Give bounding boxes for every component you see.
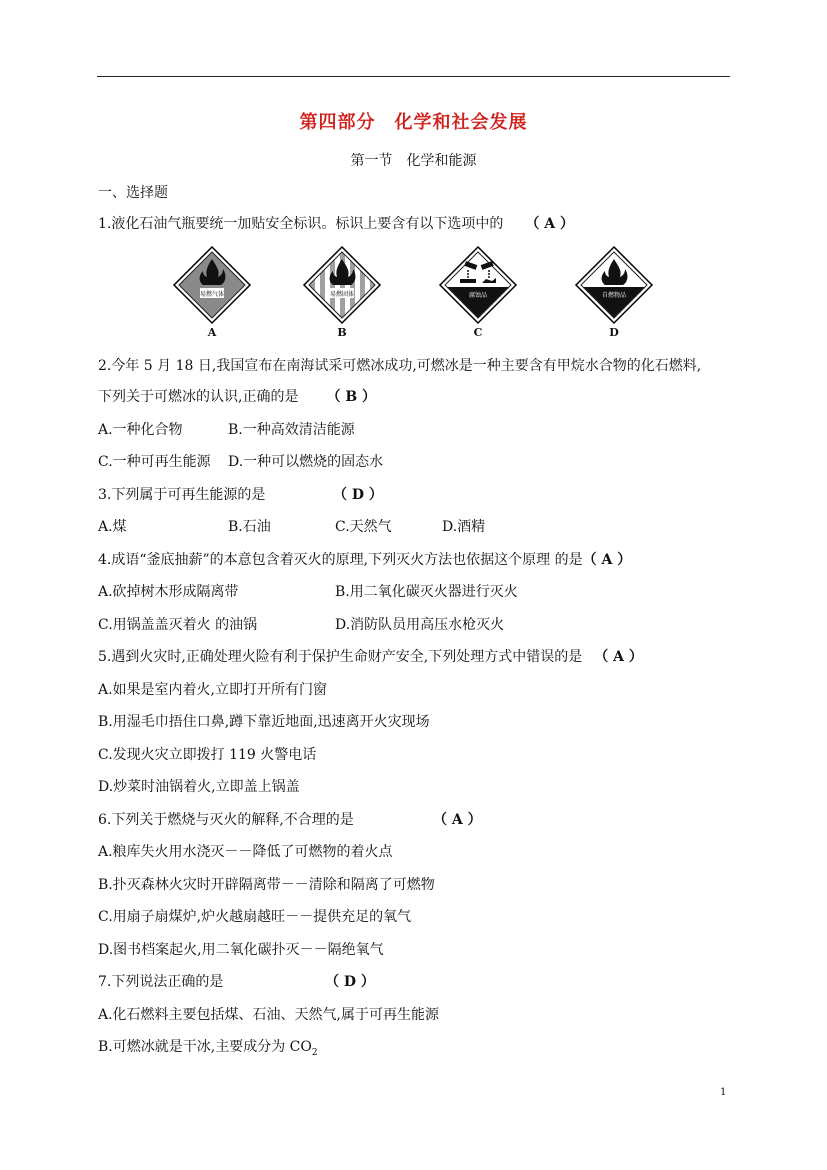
question-5-option-a: A.如果是室内着火,立即打开所有门窗 bbox=[98, 682, 328, 698]
question-7-option-b bbox=[98, 1037, 318, 1063]
question-stem: 下列关于可燃冰的认识,正确的是 bbox=[98, 389, 299, 405]
header-rule bbox=[97, 76, 730, 77]
question-5-option-d: D.炒菜时油锅着火,立即盖上锅盖 bbox=[98, 779, 300, 795]
answer: （ A ） bbox=[594, 649, 643, 665]
flammable-gas-sign-icon bbox=[170, 245, 254, 325]
answer: （ A ） bbox=[582, 552, 632, 568]
section-subtitle: 第一节 化学和能源 bbox=[350, 153, 477, 169]
question-2-options-row2 bbox=[98, 452, 383, 472]
corrosive-sign-icon bbox=[436, 245, 520, 325]
question-6 bbox=[98, 810, 482, 830]
option-c: C.一种可再生能源 bbox=[98, 454, 211, 470]
question-5-option-c: C.发现火灾立即拨打 119 火警电话 bbox=[98, 747, 317, 763]
question-2-options-row1 bbox=[98, 420, 355, 440]
answer: （ A ） bbox=[525, 216, 574, 232]
hazard-sign-b bbox=[300, 245, 384, 339]
answer: （ B ） bbox=[326, 389, 377, 405]
sign-caption: 易燃固体 bbox=[329, 291, 355, 298]
question-1 bbox=[98, 214, 574, 234]
section-heading: 一、选择题 bbox=[98, 185, 168, 201]
question-stem: 7.下列说法正确的是 bbox=[98, 974, 224, 990]
question-stem: 3.下列属于可再生能源的是 bbox=[98, 487, 266, 503]
hazard-sign-d bbox=[572, 245, 656, 339]
hazard-signs bbox=[170, 245, 660, 345]
option-letter: C bbox=[473, 326, 483, 339]
question-4-options-row2 bbox=[98, 615, 504, 635]
question-6-option-c: C.用扇子扇煤炉,炉火越扇越旺－－提供充足的氧气 bbox=[98, 909, 412, 925]
question-4-options-row1 bbox=[98, 582, 518, 602]
sign-caption: 易燃气体 bbox=[199, 291, 225, 298]
option-d: D.酒精 bbox=[442, 519, 486, 535]
subscript: 2 bbox=[311, 1047, 318, 1058]
answer: （ D ） bbox=[325, 974, 375, 990]
option-b: B.用二氧化碳灭火器进行灭火 bbox=[335, 584, 518, 600]
answer: （ A ） bbox=[433, 812, 482, 828]
sign-caption: 自燃物品 bbox=[601, 292, 627, 299]
question-stem: 5.遇到火灾时,正确处理火险有利于保护生命财产安全,下列处理方式中错误的是 bbox=[98, 649, 583, 665]
option-b: B.一种高效清洁能源 bbox=[228, 422, 355, 438]
option-c: C.用锅盖盖灭着火 的油锅 bbox=[98, 617, 258, 633]
option-b: B.石油 bbox=[228, 519, 271, 535]
option-b-text: B.可燃冰就是干冰,主要成分为 CO bbox=[98, 1039, 312, 1055]
answer: （ D ） bbox=[333, 487, 383, 503]
option-d: D.一种可以燃烧的固态水 bbox=[228, 454, 384, 470]
option-letter: D bbox=[609, 326, 619, 339]
question-3-options bbox=[98, 517, 485, 537]
hazard-sign-c bbox=[436, 245, 520, 339]
hazard-sign-a bbox=[170, 245, 254, 339]
question-2 bbox=[98, 387, 376, 407]
question-4 bbox=[98, 550, 631, 570]
question-stem: 4.成语“釜底抽薪”的本意包含着灭火的原理,下列灭火方法也依据这个原理 的是 bbox=[98, 552, 583, 568]
question-6-option-d: D.图书档案起火,用二氧化碳扑灭－－隔绝氧气 bbox=[98, 942, 384, 958]
option-d: D.消防队员用高压水枪灭火 bbox=[335, 617, 505, 633]
option-a: A.砍掉树木形成隔离带 bbox=[98, 584, 239, 600]
question-5-option-b: B.用湿毛巾捂住口鼻,蹲下靠近地面,迅速离开火灾现场 bbox=[98, 714, 430, 730]
question-6-option-b: B.扑灭森林火灾时开辟隔离带－－清除和隔离了可燃物 bbox=[98, 877, 435, 893]
page-title: 第四部分 化学和社会发展 bbox=[299, 112, 528, 133]
option-c: C.天然气 bbox=[335, 519, 392, 535]
option-letter: B bbox=[337, 326, 347, 339]
question-stem: 6.下列关于燃烧与灭火的解释,不合理的是 bbox=[98, 812, 354, 828]
question-3 bbox=[98, 485, 383, 505]
option-letter: A bbox=[207, 326, 217, 339]
question-6-option-a: A.粮库失火用水浇灭－－降低了可燃物的着火点 bbox=[98, 844, 393, 860]
question-7-option-a: A.化石燃料主要包括煤、石油、天然气,属于可再生能源 bbox=[98, 1007, 440, 1023]
spontaneously-combustible-sign-icon bbox=[572, 245, 656, 325]
question-stem: 1.液化石油气瓶要统一加贴安全标识。标识上要含有以下选项中的 bbox=[98, 216, 504, 232]
option-a: A.煤 bbox=[98, 519, 127, 535]
page-number: 1 bbox=[720, 1087, 727, 1098]
sign-caption: 腐蚀品 bbox=[468, 292, 488, 299]
flammable-solid-sign-icon bbox=[300, 245, 384, 325]
question-2-stem-line1: 2.今年 5 月 18 日,我国宣布在南海试采可燃冰成功,可燃冰是一种主要含有甲烷水合物的化石燃料, bbox=[98, 358, 702, 374]
question-5 bbox=[98, 647, 643, 667]
option-a: A.一种化合物 bbox=[98, 422, 183, 438]
question-7 bbox=[98, 972, 375, 992]
